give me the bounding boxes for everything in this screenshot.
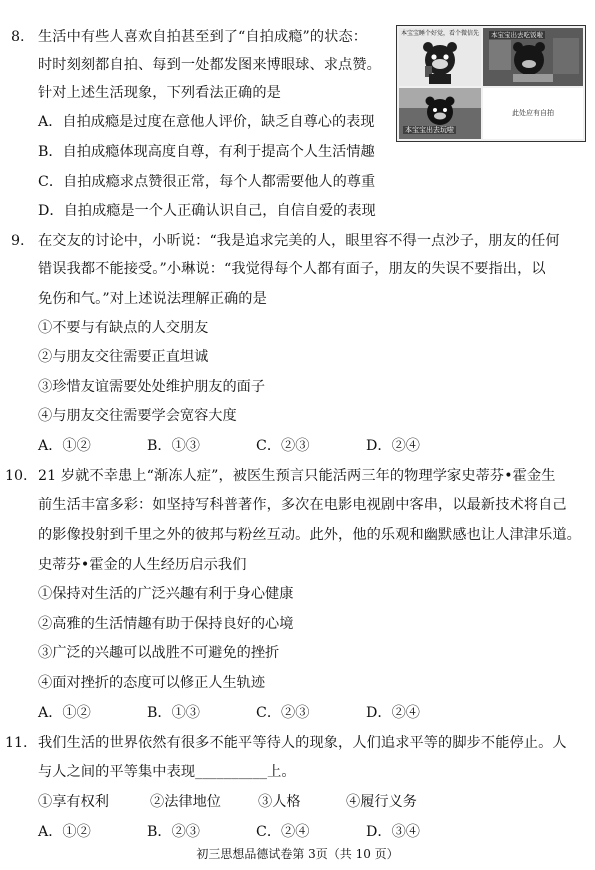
question-9-item-1: ①不要与有缺点的人交朋友 [38,320,209,336]
question-11-item-2: ②法律地位 [150,794,221,810]
question-10-item-4: ④面对挫折的态度可以修正人生轨迹 [38,675,266,691]
question-11-item-1: ①享有权利 [38,794,109,810]
question-9-option-d: D．②④ [366,438,420,454]
question-10-number: 10. [5,468,28,484]
photo-bear-eating [483,28,583,86]
question-9-item-3: ③珍惜友谊需要处处维护朋友的面子 [38,379,266,395]
question-10-option-a: A．①② [38,705,91,721]
question-9-stem-line-1: 在交友的讨论中，小昕说：“我是追求完美的人，眼里容不得一点沙子，朋友的任何 [38,233,560,249]
question-8-option-b: B．自拍成瘾体现高度自尊，有利于提高个人生活情趣 [38,144,375,160]
question-10-item-3: ③广泛的兴趣可以战胜不可避免的挫折 [38,645,280,661]
question-11-item-3: ③人格 [258,794,301,810]
question-10-stem-line-1: 21 岁就不幸患上“渐冻人症”，被医生预言只能活两三年的物理学家史蒂芬•霍金生 [38,468,556,484]
question-11-option-a: A．①② [38,824,91,840]
question-8-stem-line-3: 针对上述生活现象，下列看法正确的是 [38,85,281,101]
question-10-option-d: D．②④ [366,705,420,721]
question-10-item-2: ②高雅的生活情趣有助于保持良好的心境 [38,616,294,632]
question-9-stem-line-2: 错误我都不能接受。”小琳说：“我觉得每个人都有面子，朋友的失误不要指出，以 [38,261,546,277]
question-8-option-a: A．自拍成瘾是过度在意他人评价，缺乏自尊心的表现 [38,114,375,130]
question-10-item-1: ①保持对生活的广泛兴趣有利于身心健康 [38,586,294,602]
question-10-option-b: B．①③ [147,705,200,721]
question-9-item-4: ④与朋友交往需要学会宽容大度 [38,408,237,424]
question-10-stem-line-2: 前生活丰富多彩：如坚持写科普著作，多次在电影电视剧中客串，以最新技术将自己 [38,497,567,513]
question-11-number: 11. [5,735,28,751]
question-11-option-b: B．②③ [147,824,200,840]
caption-top-right: 本宝宝出去吃饭啦 [491,31,543,39]
question-8-option-c: C．自拍成瘾求点赞很正常，每个人都需要他人的尊重 [38,174,376,190]
question-9-option-b: B．①③ [147,438,200,454]
question-9-option-a: A．①② [38,438,91,454]
photo-bear-phone [399,28,481,86]
caption-bottom-left: 本宝宝出去玩啦 [405,126,454,134]
question-9-option-c: C．②③ [256,438,310,454]
photo-placeholder-selfie [483,88,583,139]
question-11-option-d: D．③④ [366,824,420,840]
question-8-option-d: D．自拍成瘾是一个人正确认识自己，自信自爱的表现 [38,203,376,219]
page-footer: 初三思想品德试卷第 3页（共 10 页） [196,847,399,861]
question-10-stem-line-4: 史蒂芬•霍金的人生经历启示我们 [38,557,247,573]
caption-top-left: 本宝宝睡个好觉，看个微信先 [401,30,480,37]
question-11-option-c: C．②④ [256,824,310,840]
photo-bear-outside [399,88,481,139]
question-8-number: 8. [11,29,25,45]
question-9-stem-line-3: 免伤和气。”对上述说法理解正确的是 [38,291,267,307]
question-10-option-c: C．②③ [256,705,310,721]
question-9-number: 9. [11,233,25,249]
question-10-stem-line-3: 的影像投射到千里之外的彼邦与粉丝互动。此外，他的乐观和幽默感也让人津津乐道。 [38,527,581,543]
question-11-item-4: ④履行义务 [346,794,417,810]
question-9-item-2: ②与朋友交往需要正直坦诚 [38,349,209,365]
question-11-stem-line-1: 我们生活的世界依然有很多不能平等待人的现象，人们追求平等的脚步不能停止。人 [38,735,567,751]
question-8-stem-line-1: 生活中有些人喜欢自拍甚至到了“自拍成瘾”的状态： [38,29,368,45]
caption-bottom-right: 此处应有自拍 [512,109,554,117]
question-11-stem-line-2: 与人之间的平等集中表现__________上。 [38,764,296,780]
question-8-stem-line-2: 时时刻刻都自拍、每到一处都发图来博眼球、求点赞。 [38,57,381,73]
selfie-photo-collage [396,25,586,142]
